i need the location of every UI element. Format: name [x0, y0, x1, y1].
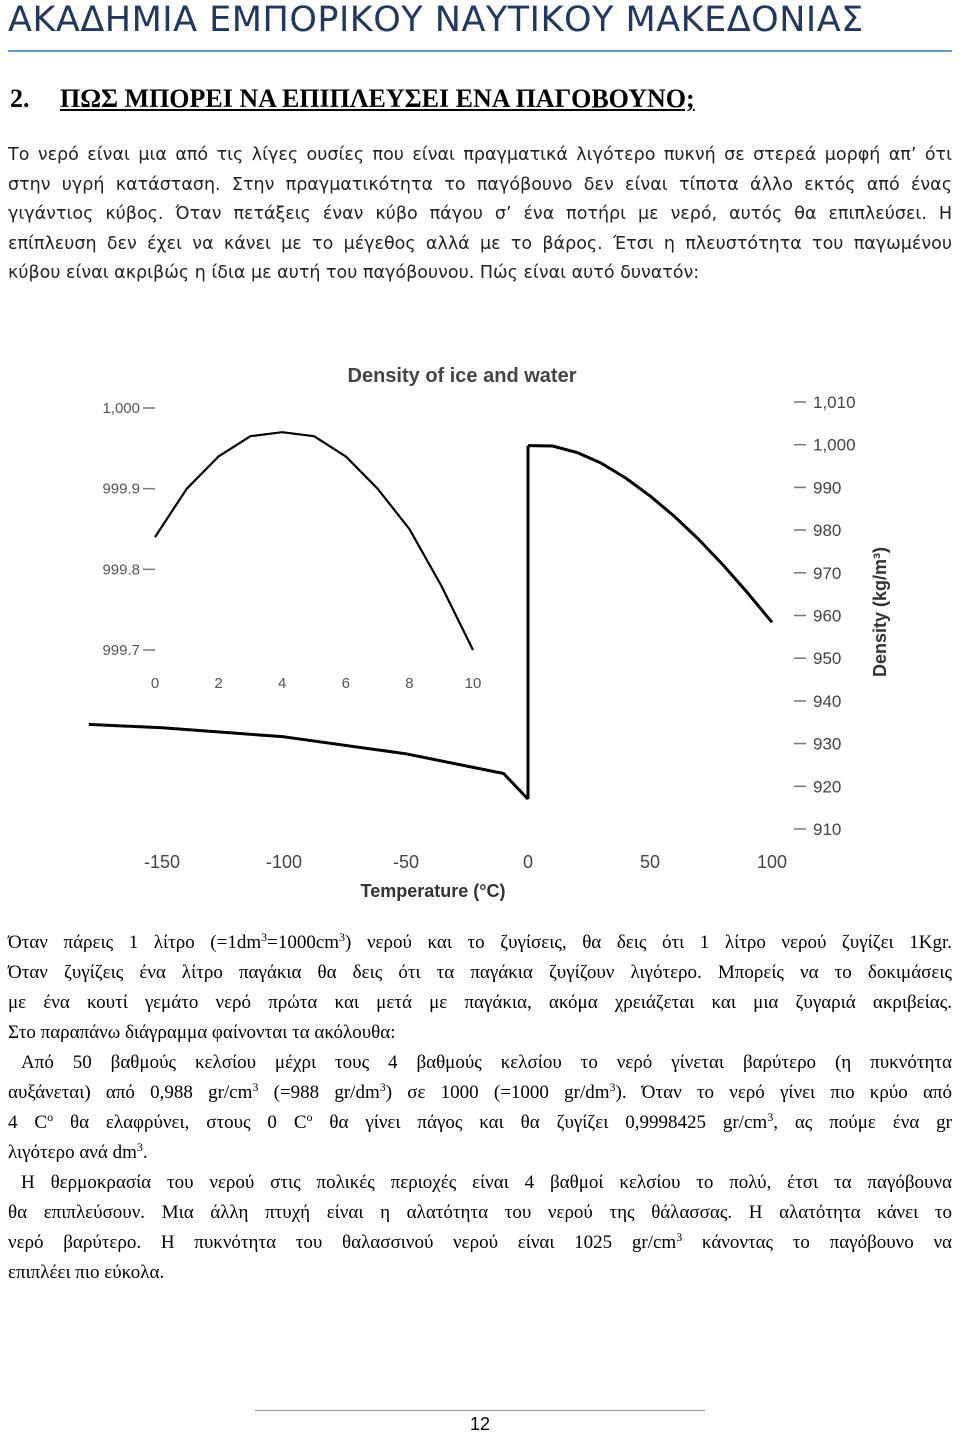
series-line-ice: [89, 724, 528, 799]
density-chart-svg: [0, 300, 960, 905]
body-text-run: λιγότερο ανά dm: [8, 1142, 137, 1163]
inset-series-line: [155, 432, 473, 650]
intro-line: γιγάντιος κύβος. Όταν πετάξεις έναν κύβο πάγου σ’ ένα ποτήρι με νερό, αυτός θα επιπλεύσει. Η: [8, 204, 952, 225]
body-line: [8, 1228, 952, 1258]
y-axis-title: Density (kg/m³): [870, 546, 890, 678]
superscript: 3: [252, 1080, 259, 1094]
series-line-water: [528, 446, 772, 623]
inset-y-tick-label: 999.9: [102, 480, 140, 498]
inset-y-tick-label: 999.8: [102, 561, 140, 579]
x-tick-label: 50: [639, 852, 661, 872]
superscript: 3: [339, 930, 346, 944]
section-heading: [10, 84, 695, 114]
body-text-run: ) νερού και το ζυγίσεις, θα δεις ότι 1 λίτρο νερού ζυγίζει 1Kgr.: [345, 932, 952, 953]
body-line: [8, 988, 952, 1018]
body-line: [8, 1078, 952, 1108]
body-text-run: θα επιπλεύσουν. Μια άλλη πτυχή είναι η αλατότητα του νερού της θάλασσας. Η αλατότητα κάνει το: [8, 1202, 952, 1223]
body-text-run: 4 C: [8, 1112, 48, 1133]
inset-x-tick-label: 6: [341, 675, 350, 692]
superscript: o: [306, 1110, 313, 1124]
x-tick-label: -50: [392, 852, 420, 872]
body-line: [8, 958, 952, 988]
document-header-title: ΑΚΑΔΗΜΙΑ ΕΜΠΟΡΙΚΟΥ ΝΑΥΤΙΚΟΥ ΜΑΚΕΔΟΝΙΑΣ: [8, 0, 864, 40]
header-divider: [8, 50, 952, 52]
body-text-run: ) σε 1000 (=1000 gr/dm: [385, 1082, 610, 1103]
chart-title: Density of ice and water: [347, 365, 577, 387]
body-text-run: ). Όταν το νερό γίνει πιο κρύο από: [615, 1082, 952, 1103]
y-tick-label: 930: [813, 734, 842, 754]
footer-divider: [255, 1410, 705, 1411]
inset-x-tick-label: 2: [214, 675, 223, 692]
inset-y-tick-label: 1,000: [102, 400, 140, 417]
y-tick-label: 970: [813, 563, 842, 583]
body-text-run: κάνοντας το παγόβουνο να: [682, 1232, 952, 1253]
superscript: 3: [767, 1110, 774, 1124]
inset-x-tick-label: 0: [150, 675, 160, 692]
body-text-run: Στο παραπάνω διάγραμμα φαίνονται τα ακόλουθα:: [8, 1022, 396, 1043]
body-text-run: =1000cm: [267, 932, 340, 953]
intro-line: κύβου είναι ακριβώς η ίδια με αυτή του παγόβουνου. Πώς είναι αυτό δυνατόν:: [8, 263, 700, 284]
body-text-run: (=988 gr/dm: [258, 1082, 380, 1103]
x-tick-label: 100: [756, 852, 788, 872]
superscript: 3: [136, 1140, 143, 1154]
body-text: [8, 928, 952, 1288]
superscript: 3: [261, 930, 268, 944]
body-line: [8, 1048, 952, 1078]
body-line: [8, 1168, 952, 1198]
body-text-run: , ας πούμε ένα gr: [773, 1112, 952, 1133]
superscript: 3: [609, 1080, 616, 1094]
body-line: [8, 1198, 952, 1228]
superscript: o: [47, 1110, 54, 1124]
intro-line: Το νερό είναι μια από τις λίγες ουσίες που είναι πραγματικά λιγότερο πυκνή σε στερεά μορφή απ’ ότι: [8, 145, 952, 165]
y-tick-label: 950: [813, 649, 842, 669]
inset-y-tick-label: 999.7: [102, 642, 140, 659]
inset-x-tick-label: 8: [405, 675, 414, 692]
x-axis-title: Temperature (°C): [360, 881, 506, 901]
x-tick-label: -150: [143, 852, 181, 872]
body-line: [8, 1138, 952, 1168]
y-tick-label: 1,000: [813, 435, 856, 455]
body-line: [8, 1018, 952, 1048]
body-text-run: αυξάνεται) από 0,988 gr/cm: [8, 1082, 253, 1103]
y-tick-label: 920: [813, 777, 842, 797]
superscript: 3: [379, 1080, 386, 1094]
page-number: 12: [469, 1414, 491, 1434]
y-tick-label: 990: [813, 478, 842, 498]
body-text-run: Η θερμοκρασία του νερού στις πολικές περιοχές είναι 4 βαθμοί κελσίου το πολύ, έτσι τα παγόβουνα: [21, 1172, 952, 1193]
inset-x-tick-label: 4: [278, 675, 287, 692]
y-tick-label: 980: [813, 521, 842, 541]
x-tick-label: 0: [522, 852, 534, 872]
inset-x-tick-label: 10: [464, 675, 482, 692]
body-line: [8, 1258, 952, 1288]
body-text-run: επιπλέει πιο εύκολα.: [8, 1262, 165, 1283]
intro-line: στην υγρή κατάσταση. Στην πραγματικότητα το παγόβουνο δεν είναι τίποτα άλλο εκτός από ένας: [8, 174, 952, 195]
body-text-run: θα γίνει πάγος και θα ζυγίζει 0,9998425 gr/cm: [312, 1112, 768, 1133]
intro-line: επίπλευση δεν έχει να κάνει με το μέγεθος αλλά με το βάρος. Έτσι η πλευστότητα του παγωμένου: [8, 233, 952, 254]
y-tick-label: 910: [813, 820, 842, 839]
section-number: 2.: [10, 84, 30, 113]
body-text-run: θα ελαφρύνει, στους 0 C: [53, 1112, 307, 1133]
body-text-run: Από 50 βαθμούς κελσίου μέχρι τους 4 βαθμούς κελσίου το νερό γίνεται βαρύτερο (η πυκνότητα: [21, 1052, 952, 1073]
body-text-run: Όταν πάρεις 1 λίτρο (=1dm: [8, 932, 262, 953]
body-text-run: .: [142, 1142, 148, 1163]
body-text-run: με ένα κουτί γεμάτο νερό πρώτα και μετά με παγάκια, ακόμα χρειάζεται και μια ζυγαριά ακριβείας.: [8, 992, 952, 1013]
body-text-run: νερό βαρύτερο. Η πυκνότητα του θαλασσινού νερού είναι 1025 gr/cm: [8, 1232, 677, 1253]
density-chart: [0, 300, 960, 910]
y-tick-label: 960: [813, 606, 842, 626]
body-line: [8, 1108, 952, 1138]
x-tick-label: -100: [265, 852, 303, 872]
y-tick-label: 940: [813, 691, 842, 711]
superscript: 3: [676, 1230, 683, 1244]
intro-paragraph: [8, 141, 952, 289]
section-title: ΠΩΣ ΜΠΟΡΕΙ ΝΑ ΕΠΙΠΛΕΥΣΕΙ ΕΝΑ ΠΑΓΟΒΟΥΝΟ;: [60, 84, 695, 113]
body-text-run: Όταν ζυγίζεις ένα λίτρο παγάκια θα δεις ότι τα παγάκια ζυγίζουν λιγότερο. Μπορείς να το δοκιμάσεις: [8, 962, 952, 983]
body-line: [8, 928, 952, 958]
y-tick-label: 1,010: [813, 393, 856, 412]
